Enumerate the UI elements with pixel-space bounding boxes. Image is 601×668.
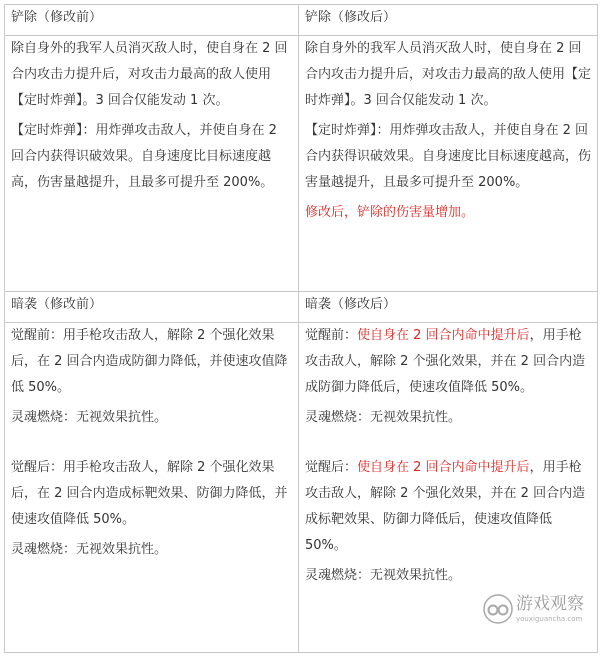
skill-text: ，用手枪攻击敌人，解除 2 个强化效果，并在 2 回合内造成防御力降低后，使速攻值降低 50%。 [305,328,586,395]
skill-description [305,323,591,401]
skill-description [305,455,591,559]
table-row [5,292,598,323]
header-cell-before [5,292,299,323]
skill-description: 【定时炸弹】：用炸弹攻击敌人，并使自身在 2 回合内获得识破效果。自身速度比目标速度越高，伤害量越提升，且最多可提升至 200%。 [11,123,277,190]
highlighted-change: 使自身在 2 回合内命中提升后 [357,328,530,343]
header-cell-after [299,292,598,323]
header-cell-before [5,5,299,36]
header-cell-after [299,5,598,36]
skill-prefix: 觉醒前： [305,328,358,343]
table-row [5,36,598,292]
highlighted-change: 使自身在 2 回合内命中提升后 [357,460,530,475]
skill-description: 除自身外的我军人员消灭敌人时，使自身在 2 回合内攻击力提升后，对攻击力最高的敌人使用【定时炸弹】。3 回合仅能发动 1 次。 [305,41,592,108]
change-note: 修改后，铲除的伤害量增加。 [305,205,475,220]
watermark-title: 游戏观察 [516,594,584,614]
skill-prefix: 觉醒后： [305,460,358,475]
skill-description: 除自身外的我军人员消灭敌人时，使自身在 2 回合内攻击力提升后，对攻击力最高的敌人使用【定时炸弹】。3 回合仅能发动 1 次。 [11,41,288,108]
binoculars-logo-icon [483,594,513,624]
header-label: 暗袭（修改后） [305,297,397,312]
skill-description: 【定时炸弹】：用炸弹攻击敌人，并使自身在 2 回合内获得识破效果。自身速度比目标速度越高，伤害量越提升，且最多可提升至 200%。 [305,123,592,190]
skill-description: 觉醒后：用手枪攻击敌人，解除 2 个强化效果后，在 2 回合内造成标靶效果、防御力降低，并使速攻值降低 50%。 [11,460,288,527]
site-watermark [483,592,595,630]
header-label: 铲除（修改后） [305,10,397,25]
content-cell-before [5,323,299,653]
header-label: 铲除（修改前） [11,10,103,25]
content-cell-after [299,36,598,292]
table-row [5,5,598,36]
skill-description: 灵魂燃烧：无视效果抗性。 [305,410,462,425]
skill-description: 灵魂燃烧：无视效果抗性。 [11,410,168,425]
content-cell-before [5,36,299,292]
skill-description: 灵魂燃烧：无视效果抗性。 [305,568,462,583]
watermark-url: youxiguancha.com [516,615,583,623]
header-label: 暗袭（修改前） [11,297,103,312]
skill-description: 灵魂燃烧：无视效果抗性。 [11,542,168,557]
skill-description: 觉醒前：用手枪攻击敌人，解除 2 个强化效果后，在 2 回合内造成防御力降低，并使速攻值降低 50%。 [11,328,288,395]
skill-text: ，用手枪攻击敌人，解除 2 个强化效果，并在 2 回合内造成标靶效果、防御力降低后，使速攻值降低 50%。 [305,460,586,553]
comparison-table [4,4,598,653]
